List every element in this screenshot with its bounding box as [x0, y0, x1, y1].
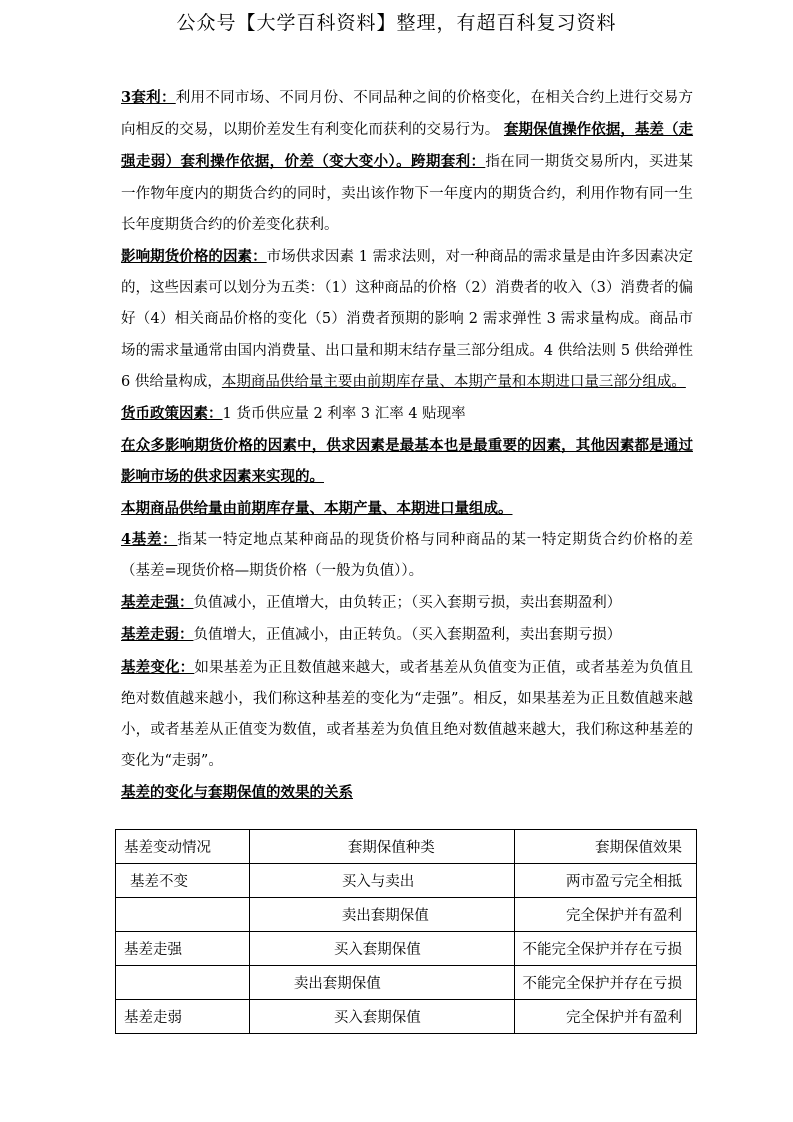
paragraph-arbitrage	[121, 82, 693, 241]
intertemporal-label: 跨期套利：	[411, 153, 486, 171]
table-row	[116, 864, 697, 898]
document-body	[121, 82, 693, 809]
table-cell: 买入与卖出	[249, 864, 514, 898]
table-cell: 不能完全保护并存在亏损	[514, 932, 697, 966]
paragraph-basis-weak	[121, 619, 693, 651]
supply-composition-note: 本期商品供给量主要由前期库存量、本期产量和本期进口量三部分组成。	[221, 373, 686, 390]
arbitrage-text: 利用不同市场、不同月份、不同品种之间的价格变化，在相关合约上进行交易方向相反的交易，以期价差发生有利变化而获利的交易行为。	[121, 90, 694, 139]
table-cell: 完全保护并有盈利	[514, 1000, 697, 1034]
table-row	[116, 1000, 697, 1034]
hedging-basis-note: 套期保值操作依据，基差（走强走弱）套利操作依据，价差（变大变小）。	[121, 121, 694, 171]
paragraph-basis-change	[121, 652, 693, 778]
paragraph-basis	[121, 524, 693, 587]
table-cell	[116, 966, 250, 1000]
table-row	[116, 966, 697, 1000]
table-header-cell: 基差变动情况	[116, 830, 250, 864]
basis-change-label: 基差变化：	[121, 658, 195, 676]
monetary-text: 1 货币供应量 2 利率 3 汇率 4 贴现率	[222, 406, 466, 423]
table-cell: 不能完全保护并存在亏损	[514, 966, 697, 1000]
table-header-cell: 套期保值种类	[249, 830, 514, 864]
table-cell: 基差走强	[116, 932, 250, 966]
paragraph-monetary	[121, 398, 693, 430]
basis-strong-label: 基差走强：	[121, 594, 194, 612]
basis-label: 4基差：	[121, 530, 178, 548]
table-cell: 基差不变	[116, 864, 250, 898]
table-cell: 买入套期保值	[249, 1000, 514, 1034]
table-cell: 卖出套期保值	[249, 966, 514, 1000]
table-cell: 基差走弱	[116, 1000, 250, 1034]
table-row	[116, 898, 697, 932]
price-factors-label: 影响期货价格的因素：	[121, 248, 267, 266]
intertemporal-text: 指在同一期货交易所内，买进某一作物年度内的期货合约的同时，卖出该作物下一年度内的期货合约，利用作物有同一生长年度期货合约的价差变化获利。	[121, 154, 694, 233]
table-cell: 两市盈亏完全相抵	[514, 864, 697, 898]
basis-text: 指某一特定地点某种商品的现货价格与同种商品的某一特定期货合约价格的差（基差=现货价格—期货价格（一般为负值））。	[121, 531, 694, 580]
paragraph-key-factor: 在众多影响期货价格的因素中，供求因素是最基本也是最重要的因素，其他因素都是通过影响市场的供求因素来实现的。	[121, 437, 693, 486]
table-cell	[116, 898, 250, 932]
monetary-label: 货币政策因素：	[121, 405, 223, 423]
arbitrage-label: 3套利：	[121, 89, 176, 106]
paragraph-basis-strong	[121, 587, 693, 619]
basis-weak-label: 基差走弱：	[121, 626, 194, 644]
table-cell: 完全保护并有盈利	[514, 898, 697, 932]
basis-change-text: 如果基差为正且数值越来越大，或者基差从负值变为正值，或者基差为负值且绝对数值越来越小，我们称这种基差的变化为“走强”。相反，如果基差为正且数值越来越小，或者基差从正值变为数值，或者基差为负值且绝对数值越来越大，我们称这种基差的变化为“走弱”。	[121, 659, 694, 770]
page-header: 公众号【大学百科资料】整理，有超百科复习资料	[176, 12, 617, 34]
table-cell: 卖出套期保值	[249, 898, 514, 932]
table-title: 基差的变化与套期保值的效果的关系	[121, 784, 353, 802]
table-cell: 买入套期保值	[249, 932, 514, 966]
basis-strong-text: 负值减小，正值增大，由负转正；（买入套期亏损，卖出套期盈利）	[193, 595, 622, 612]
basis-weak-text: 负值增大，正值减小，由正转负。（买入套期盈利，卖出套期亏损）	[193, 627, 622, 644]
price-factors-text: 市场供求因素 1 需求法则，对一种商品的需求量是由许多因素决定的，这些因素可以划分为五类：（1）这种商品的价格（2）消费者的收入（3）消费者的偏好（4）相关商品价格的变化（5）消费者预期的影响 2 需求弹性 3 需求量构成。商品市场的需求量通常由国内消费量、出口量和期末结存量三部分组成。4 供给法则 5 供给弹性 6 供给量构成，	[121, 249, 693, 390]
table-header-cell: 套期保值效果	[514, 830, 697, 864]
basis-hedging-table	[115, 829, 697, 1034]
table-header-row	[116, 830, 697, 864]
table-row	[116, 932, 697, 966]
paragraph-price-factors	[121, 241, 693, 398]
paragraph-supply-summary: 本期商品供给量由前期库存量、本期产量、本期进口量组成。	[121, 499, 513, 517]
